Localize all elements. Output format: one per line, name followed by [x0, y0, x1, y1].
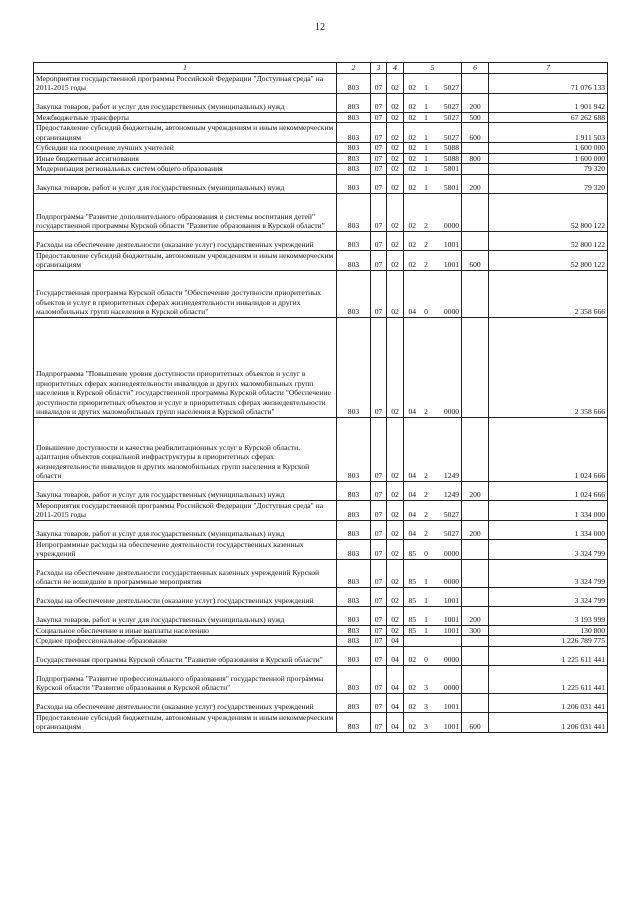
row-code-rz: 07 [371, 625, 387, 636]
row-code-csr-b: 0 [421, 646, 432, 665]
row-code-rz: 07 [371, 481, 387, 500]
row-code-vr [462, 164, 489, 175]
row-code-csr-b: 0 [421, 539, 432, 559]
row-name: Закупка товаров, работ и услуг для государственных (муниципальных) нужд [34, 174, 337, 193]
header-col-7: 7 [489, 63, 608, 74]
row-code-csr-a: 02 [404, 164, 421, 175]
row-code-csr-a: 02 [404, 646, 421, 665]
row-name: Государственная программа Курской области "Обеспечение доступности приоритетных объектов и услуг в приоритетных сферах жизнедеятельности инвалидов и других маломобильных групп населения в Курской области" [34, 270, 337, 317]
row-amount: 1 206 031 441 [489, 712, 608, 732]
table-row [34, 417, 608, 481]
row-name: Иные бюджетные ассигнования [34, 153, 337, 164]
row-code-rz: 07 [371, 693, 387, 712]
header-row [34, 63, 608, 74]
row-code-pr: 04 [387, 636, 404, 647]
row-amount: 3 324 799 [489, 587, 608, 606]
header-col-1: 1 [34, 63, 337, 74]
row-code-pr: 02 [387, 606, 404, 625]
row-amount: 1 600 000 [489, 143, 608, 154]
row-code-csr-a: 02 [404, 693, 421, 712]
row-code-vr [462, 193, 489, 231]
table-row [34, 606, 608, 625]
row-amount: 2 358 666 [489, 270, 608, 317]
row-code-csr-c: 1001 [432, 250, 462, 270]
row-code-pr: 02 [387, 73, 404, 93]
row-code-pr: 02 [387, 417, 404, 481]
row-code-rz: 07 [371, 112, 387, 123]
table-row [34, 123, 608, 143]
row-code-csr-b: 2 [421, 520, 432, 539]
row-code-rz: 07 [371, 520, 387, 539]
row-code-csr-b: 1 [421, 606, 432, 625]
row-code-csr-c: 5088 [432, 143, 462, 154]
row-code-ved: 803 [337, 73, 371, 93]
table-row [34, 143, 608, 154]
row-code-rz: 07 [371, 153, 387, 164]
row-name: Предоставление субсидий бюджетным, автономным учреждениям и иным некоммерческим организациям [34, 123, 337, 143]
row-code-pr: 02 [387, 539, 404, 559]
row-code-pr: 02 [387, 153, 404, 164]
row-code-ved: 803 [337, 481, 371, 500]
row-code-ved: 803 [337, 500, 371, 520]
row-code-ved: 803 [337, 123, 371, 143]
row-code-rz: 07 [371, 646, 387, 665]
row-code-csr-b: 3 [421, 693, 432, 712]
row-code-vr: 200 [462, 481, 489, 500]
table-row [34, 153, 608, 164]
row-name: Подпрограмма "Развитие дополнительного образования и системы воспитания детей" государственной программы Курской области "Развитие образования в Курской области" [34, 193, 337, 231]
row-code-vr [462, 646, 489, 665]
row-code-vr: 600 [462, 250, 489, 270]
row-code-vr [462, 636, 489, 647]
row-code-pr: 04 [387, 693, 404, 712]
row-code-csr-a: 85 [404, 606, 421, 625]
row-amount: 3 324 799 [489, 559, 608, 587]
row-name: Закупка товаров, работ и услуг для государственных (муниципальных) нужд [34, 481, 337, 500]
row-code-vr: 200 [462, 520, 489, 539]
table-row [34, 164, 608, 175]
row-code-csr-a: 02 [404, 193, 421, 231]
table-row [34, 625, 608, 636]
row-code-vr [462, 539, 489, 559]
row-code-csr-b: 2 [421, 193, 432, 231]
header-col-3: 3 [371, 63, 387, 74]
row-code-csr-a: 02 [404, 73, 421, 93]
row-code-pr: 02 [387, 123, 404, 143]
row-code-csr-b: 2 [421, 317, 432, 417]
row-code-csr-a: 85 [404, 625, 421, 636]
row-name: Подпрограмма "Развитие профессионального образования" государственной программы Курской области "Развитие образования в Курской области" [34, 665, 337, 693]
row-code-csr-a: 85 [404, 539, 421, 559]
row-amount: 52 800 122 [489, 231, 608, 250]
row-name: Государственная программа Курской области "Развитие образования в Курской области" [34, 646, 337, 665]
row-code-csr-c: 1001 [432, 231, 462, 250]
row-code-ved: 803 [337, 231, 371, 250]
row-code-pr: 02 [387, 164, 404, 175]
row-code-pr: 02 [387, 559, 404, 587]
row-code-csr-b [421, 636, 432, 647]
row-amount: 1 901 942 [489, 93, 608, 112]
row-code-csr-b: 1 [421, 112, 432, 123]
table-row [34, 587, 608, 606]
row-name: Закупка товаров, работ и услуг для государственных (муниципальных) нужд [34, 606, 337, 625]
row-name: Непрограммные расходы на обеспечение деятельности государственных казенных учреждений [34, 539, 337, 559]
row-code-rz: 07 [371, 587, 387, 606]
row-code-ved: 803 [337, 712, 371, 732]
row-code-vr [462, 500, 489, 520]
row-code-ved: 803 [337, 270, 371, 317]
row-code-rz: 07 [371, 539, 387, 559]
row-code-rz: 07 [371, 73, 387, 93]
row-code-vr: 600 [462, 123, 489, 143]
table-row [34, 73, 608, 93]
row-code-vr [462, 665, 489, 693]
row-amount: 52 800 122 [489, 250, 608, 270]
row-amount: 3 193 999 [489, 606, 608, 625]
row-amount: 79 320 [489, 174, 608, 193]
header-col-2: 2 [337, 63, 371, 74]
row-code-rz: 07 [371, 636, 387, 647]
row-code-csr-b: 2 [421, 231, 432, 250]
row-code-csr-b: 1 [421, 153, 432, 164]
row-code-ved: 803 [337, 606, 371, 625]
row-name: Предоставление субсидий бюджетным, автономным учреждениям и иным некоммерческим организациям [34, 712, 337, 732]
row-code-pr: 04 [387, 646, 404, 665]
row-code-csr-b: 1 [421, 93, 432, 112]
row-code-vr [462, 417, 489, 481]
row-code-csr-c [432, 636, 462, 647]
row-code-ved: 803 [337, 520, 371, 539]
row-name: Предоставление субсидий бюджетным, автономным учреждениям и иным некоммерческим организациям [34, 250, 337, 270]
row-code-vr [462, 693, 489, 712]
row-name: Расходы на обеспечение деятельности (оказание услуг) государственных учреждений [34, 693, 337, 712]
table-row [34, 270, 608, 317]
row-code-vr [462, 559, 489, 587]
row-code-vr [462, 231, 489, 250]
row-name: Субсидии на поощрение лучших учителей [34, 143, 337, 154]
row-code-csr-c: 0000 [432, 646, 462, 665]
row-code-pr: 04 [387, 712, 404, 732]
row-code-csr-c: 1249 [432, 417, 462, 481]
row-code-csr-b: 2 [421, 500, 432, 520]
row-code-csr-c: 5027 [432, 73, 462, 93]
row-amount: 1 226 789 775 [489, 636, 608, 647]
row-code-ved: 803 [337, 693, 371, 712]
row-code-csr-c: 0000 [432, 559, 462, 587]
row-code-csr-c: 0000 [432, 317, 462, 417]
row-code-vr: 600 [462, 712, 489, 732]
row-code-ved: 803 [337, 317, 371, 417]
row-code-csr-b: 1 [421, 174, 432, 193]
row-code-csr-c: 0000 [432, 193, 462, 231]
row-amount: 52 800 122 [489, 193, 608, 231]
row-code-csr-b: 2 [421, 417, 432, 481]
row-code-pr: 02 [387, 193, 404, 231]
row-code-pr: 02 [387, 143, 404, 154]
row-code-csr-b: 1 [421, 587, 432, 606]
table-row [34, 231, 608, 250]
table-row [34, 646, 608, 665]
row-code-rz: 07 [371, 712, 387, 732]
row-code-rz: 07 [371, 559, 387, 587]
row-code-vr [462, 143, 489, 154]
row-name: Закупка товаров, работ и услуг для государственных (муниципальных) нужд [34, 93, 337, 112]
row-code-pr: 02 [387, 93, 404, 112]
row-code-pr: 02 [387, 250, 404, 270]
row-code-csr-c: 0000 [432, 665, 462, 693]
table-row [34, 193, 608, 231]
row-code-csr-b: 0 [421, 270, 432, 317]
row-code-vr [462, 270, 489, 317]
row-amount: 1 600 000 [489, 153, 608, 164]
row-code-csr-c: 5801 [432, 164, 462, 175]
row-code-rz: 07 [371, 317, 387, 417]
row-amount: 2 358 666 [489, 317, 608, 417]
row-code-rz: 07 [371, 231, 387, 250]
table-row [34, 93, 608, 112]
row-code-rz: 07 [371, 606, 387, 625]
row-amount: 71 076 133 [489, 73, 608, 93]
row-code-csr-c: 5801 [432, 174, 462, 193]
table-row [34, 665, 608, 693]
row-name: Социальное обеспечение и иные выплаты населению [34, 625, 337, 636]
row-code-vr: 200 [462, 606, 489, 625]
row-code-csr-c: 1001 [432, 712, 462, 732]
row-code-pr: 02 [387, 174, 404, 193]
row-code-csr-a: 02 [404, 712, 421, 732]
row-code-pr: 02 [387, 270, 404, 317]
row-code-csr-a: 02 [404, 153, 421, 164]
row-code-csr-a: 02 [404, 250, 421, 270]
row-amount: 1 024 666 [489, 417, 608, 481]
row-code-csr-c: 0000 [432, 539, 462, 559]
row-code-ved: 803 [337, 559, 371, 587]
table-row [34, 250, 608, 270]
row-code-vr: 300 [462, 625, 489, 636]
row-code-pr: 02 [387, 587, 404, 606]
row-amount: 1 225 611 441 [489, 646, 608, 665]
row-code-csr-a: 04 [404, 520, 421, 539]
row-code-rz: 07 [371, 500, 387, 520]
row-code-csr-a: 02 [404, 123, 421, 143]
row-code-ved: 803 [337, 112, 371, 123]
row-code-vr [462, 317, 489, 417]
row-code-csr-c: 5088 [432, 153, 462, 164]
row-code-csr-a: 02 [404, 112, 421, 123]
table-row [34, 636, 608, 647]
row-code-ved: 803 [337, 625, 371, 636]
table-row [34, 112, 608, 123]
row-name: Среднее профессиональное образование [34, 636, 337, 647]
row-code-pr: 02 [387, 500, 404, 520]
row-name: Подпрограмма "Повышение уровня доступности приоритетных объектов и услуг в приоритетных сферах жизнедеятельности инвалидов и других маломобильных групп населения в Курской области" государственной программы Курской области "Обеспечение доступности приоритетных объектов и услуг в приоритетных сферах жизнедеятельности инвалидов и других маломобильных групп населения в Курской области" [34, 317, 337, 417]
table-row [34, 559, 608, 587]
row-code-ved: 803 [337, 164, 371, 175]
row-code-ved: 803 [337, 153, 371, 164]
row-code-csr-c: 5027 [432, 93, 462, 112]
row-code-csr-c: 1249 [432, 481, 462, 500]
row-code-pr: 02 [387, 112, 404, 123]
row-code-pr: 02 [387, 625, 404, 636]
row-code-csr-a: 02 [404, 231, 421, 250]
row-code-csr-b: 1 [421, 73, 432, 93]
row-code-vr: 200 [462, 93, 489, 112]
row-code-rz: 07 [371, 93, 387, 112]
row-code-csr-c: 5027 [432, 500, 462, 520]
row-name: Повышение доступности и качества реабилитационных услуг в Курской области, адаптация объектов социальной инфраструктуры в приоритетных сферах жизнедеятельности инвалидов и других маломобильных групп населения в Курской области [34, 417, 337, 481]
table-row [34, 500, 608, 520]
header-col-6: 6 [462, 63, 489, 74]
row-code-pr: 02 [387, 231, 404, 250]
row-code-ved: 803 [337, 539, 371, 559]
row-code-csr-b: 3 [421, 665, 432, 693]
row-code-csr-b: 2 [421, 250, 432, 270]
row-code-csr-c: 1001 [432, 625, 462, 636]
page-number: 12 [315, 22, 325, 33]
row-amount: 1 024 666 [489, 481, 608, 500]
row-code-csr-b: 2 [421, 481, 432, 500]
row-code-csr-c: 5027 [432, 112, 462, 123]
row-amount: 3 324 799 [489, 539, 608, 559]
row-name: Закупка товаров, работ и услуг для государственных (муниципальных) нужд [34, 520, 337, 539]
table-row [34, 317, 608, 417]
row-code-ved: 803 [337, 250, 371, 270]
row-amount: 67 262 688 [489, 112, 608, 123]
row-code-rz: 07 [371, 123, 387, 143]
table-row [34, 520, 608, 539]
row-code-pr: 02 [387, 317, 404, 417]
table-row [34, 693, 608, 712]
row-code-ved: 803 [337, 143, 371, 154]
row-code-csr-a: 04 [404, 481, 421, 500]
row-amount: 1 225 611 441 [489, 665, 608, 693]
row-code-ved: 803 [337, 646, 371, 665]
budget-table [33, 62, 608, 733]
row-amount: 1 334 000 [489, 500, 608, 520]
row-code-csr-c: 1001 [432, 606, 462, 625]
row-name: Расходы на обеспечение деятельности (оказание услуг) государственных учреждений [34, 587, 337, 606]
row-code-csr-c: 0000 [432, 270, 462, 317]
row-code-rz: 07 [371, 665, 387, 693]
table-row [34, 539, 608, 559]
row-code-ved: 803 [337, 174, 371, 193]
row-code-rz: 07 [371, 417, 387, 481]
row-code-ved: 803 [337, 587, 371, 606]
row-code-csr-c: 1001 [432, 693, 462, 712]
row-amount: 79 320 [489, 164, 608, 175]
table-row [34, 174, 608, 193]
row-code-csr-a [404, 636, 421, 647]
row-code-rz: 07 [371, 193, 387, 231]
row-code-pr: 02 [387, 520, 404, 539]
row-code-csr-a: 85 [404, 559, 421, 587]
row-amount: 1 911 503 [489, 123, 608, 143]
row-code-csr-a: 04 [404, 270, 421, 317]
row-code-csr-b: 1 [421, 123, 432, 143]
row-code-csr-a: 02 [404, 93, 421, 112]
row-code-rz: 07 [371, 174, 387, 193]
row-code-csr-b: 3 [421, 712, 432, 732]
row-code-csr-a: 04 [404, 317, 421, 417]
row-code-csr-c: 5027 [432, 520, 462, 539]
row-code-ved: 803 [337, 193, 371, 231]
row-code-csr-b: 1 [421, 559, 432, 587]
row-code-pr: 04 [387, 665, 404, 693]
row-code-vr [462, 587, 489, 606]
row-code-csr-b: 1 [421, 164, 432, 175]
row-name: Расходы на обеспечение деятельности государственных казенных учреждений Курской области не вошедшие в программные мероприятия [34, 559, 337, 587]
header-col-4: 4 [387, 63, 404, 74]
row-code-csr-b: 1 [421, 143, 432, 154]
row-code-csr-a: 02 [404, 174, 421, 193]
row-code-csr-a: 04 [404, 417, 421, 481]
row-code-ved: 803 [337, 636, 371, 647]
row-name: Мероприятия государственной программы Российской Федерации "Доступная среда" на 2011-2015 годы [34, 73, 337, 93]
row-code-csr-c: 1001 [432, 587, 462, 606]
row-amount: 1 334 000 [489, 520, 608, 539]
row-name: Расходы на обеспечение деятельности (оказание услуг) государственных учреждений [34, 231, 337, 250]
header-col-5: 5 [404, 63, 462, 74]
row-name: Мероприятия государственной программы Российской Федерации "Доступная среда" на 2011-2015 годы [34, 500, 337, 520]
row-code-csr-b: 1 [421, 625, 432, 636]
row-code-csr-c: 5027 [432, 123, 462, 143]
row-code-ved: 803 [337, 93, 371, 112]
row-code-vr [462, 73, 489, 93]
table-row [34, 481, 608, 500]
row-code-ved: 803 [337, 665, 371, 693]
row-name: Межбюджетные трансферты [34, 112, 337, 123]
row-code-csr-a: 02 [404, 665, 421, 693]
row-code-pr: 02 [387, 481, 404, 500]
table-row [34, 712, 608, 732]
row-code-rz: 07 [371, 164, 387, 175]
row-code-csr-a: 85 [404, 587, 421, 606]
row-code-csr-a: 02 [404, 143, 421, 154]
row-code-csr-a: 04 [404, 500, 421, 520]
row-code-ved: 803 [337, 417, 371, 481]
row-amount: 130 800 [489, 625, 608, 636]
row-amount: 1 206 031 441 [489, 693, 608, 712]
row-code-rz: 07 [371, 270, 387, 317]
row-code-vr: 200 [462, 174, 489, 193]
row-code-vr: 500 [462, 112, 489, 123]
row-name: Модернизация региональных систем общего образования [34, 164, 337, 175]
row-code-vr: 800 [462, 153, 489, 164]
row-code-rz: 07 [371, 250, 387, 270]
row-code-rz: 07 [371, 143, 387, 154]
